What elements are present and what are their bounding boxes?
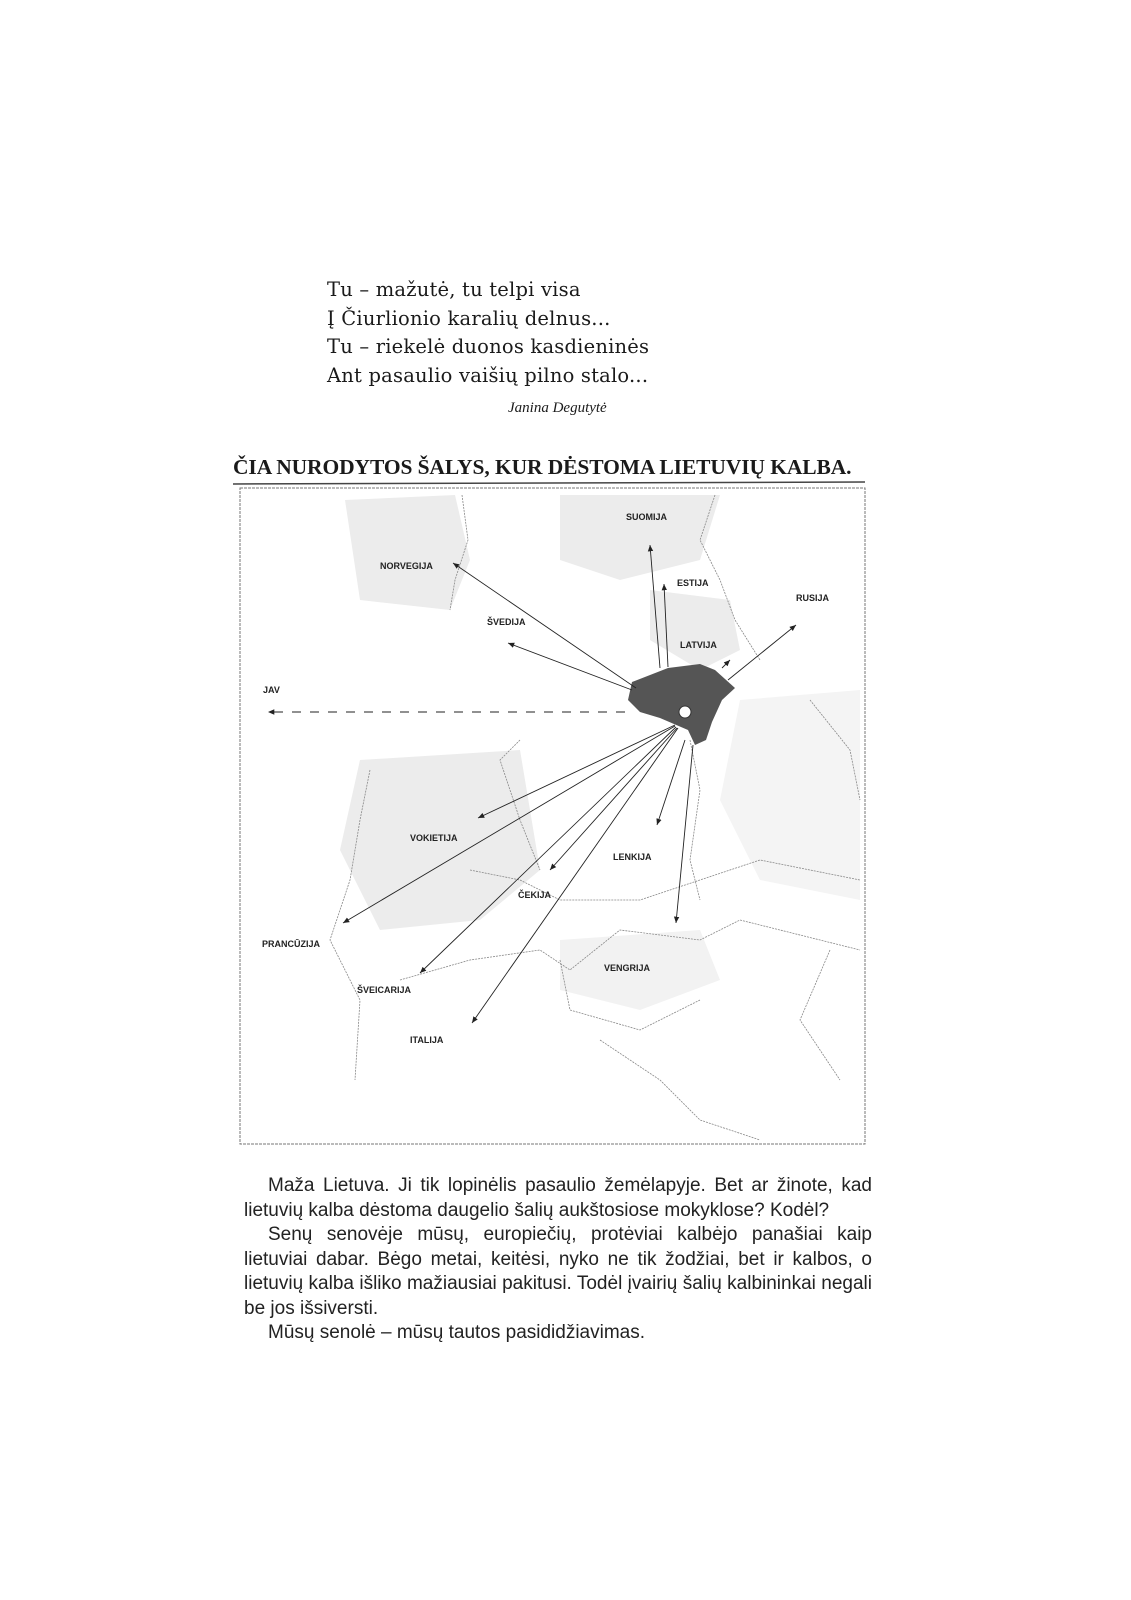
poem-line: Tu – riekelė duonos kasdieninės bbox=[327, 335, 650, 359]
label-cekija: ČEKIJA bbox=[518, 890, 552, 900]
arrow-latvija bbox=[722, 660, 730, 668]
paragraph: Senų senovėje mūsų, europiečių, protėviai kalbėjo panašiai kaip lietuviai dabar. Bėgo metai, keitėsi, nyko ne tik žodžiai, bet ir kalbos, o lietuvių kalba išliko mažiausiai pakitusi. Todėl įvairių šalių kalbininkai negali be jos išsiversti. bbox=[244, 1224, 872, 1319]
paragraph: Maža Lietuva. Ji tik lopinėlis pasaulio žemėlapyje. Bet ar žinote, kad lietuvių kalba dėstoma daugelio šalių aukštosiose mokyklose? Kodėl? bbox=[244, 1175, 872, 1221]
land-shading bbox=[340, 495, 860, 1010]
arrow-vengrija bbox=[676, 745, 693, 923]
arrow-svedija bbox=[508, 643, 632, 690]
poem-line: Ant pasaulio vaišių pilno stalo... bbox=[327, 364, 649, 388]
label-vengrija: VENGRIJA bbox=[604, 963, 651, 973]
label-rusija: RUSIJA bbox=[796, 593, 830, 603]
label-norvegija: NORVEGIJA bbox=[380, 561, 433, 571]
label-estija: ESTIJA bbox=[677, 578, 709, 588]
arrow-rusija bbox=[728, 625, 796, 680]
poem-line: Tu – mažutė, tu telpi visa bbox=[327, 278, 581, 301]
label-svedija: ŠVEDIJA bbox=[487, 617, 526, 627]
label-prancuzija: PRANCŪZIJA bbox=[262, 939, 321, 949]
section-heading: ČIA NURODYTOS ŠALYS, KUR DĖSTOMA LIETUVIŲ KALBA. bbox=[233, 455, 852, 479]
body-text bbox=[244, 1174, 872, 1346]
poem-line: Į Čiurlionio karalių delnus... bbox=[327, 306, 611, 330]
lithuania-shape bbox=[628, 664, 735, 745]
label-italija: ITALIJA bbox=[410, 1035, 444, 1045]
label-vokietija: VOKIETIJA bbox=[410, 833, 458, 843]
arrow-cekija bbox=[550, 728, 677, 870]
vilnius-marker bbox=[679, 706, 691, 718]
label-suomija: SUOMIJA bbox=[626, 512, 668, 522]
label-lenkija: LENKIJA bbox=[613, 852, 652, 862]
paragraph: Mūsų senolė – mūsų tautos pasididžiavimas. bbox=[268, 1322, 646, 1343]
poem-author: Janina Degutytė bbox=[508, 400, 607, 416]
label-jav: JAV bbox=[263, 685, 280, 695]
arrow-norvegija bbox=[453, 563, 636, 688]
label-sveicarija: ŠVEICARIJA bbox=[357, 985, 412, 995]
label-latvija: LATVIJA bbox=[680, 640, 717, 650]
